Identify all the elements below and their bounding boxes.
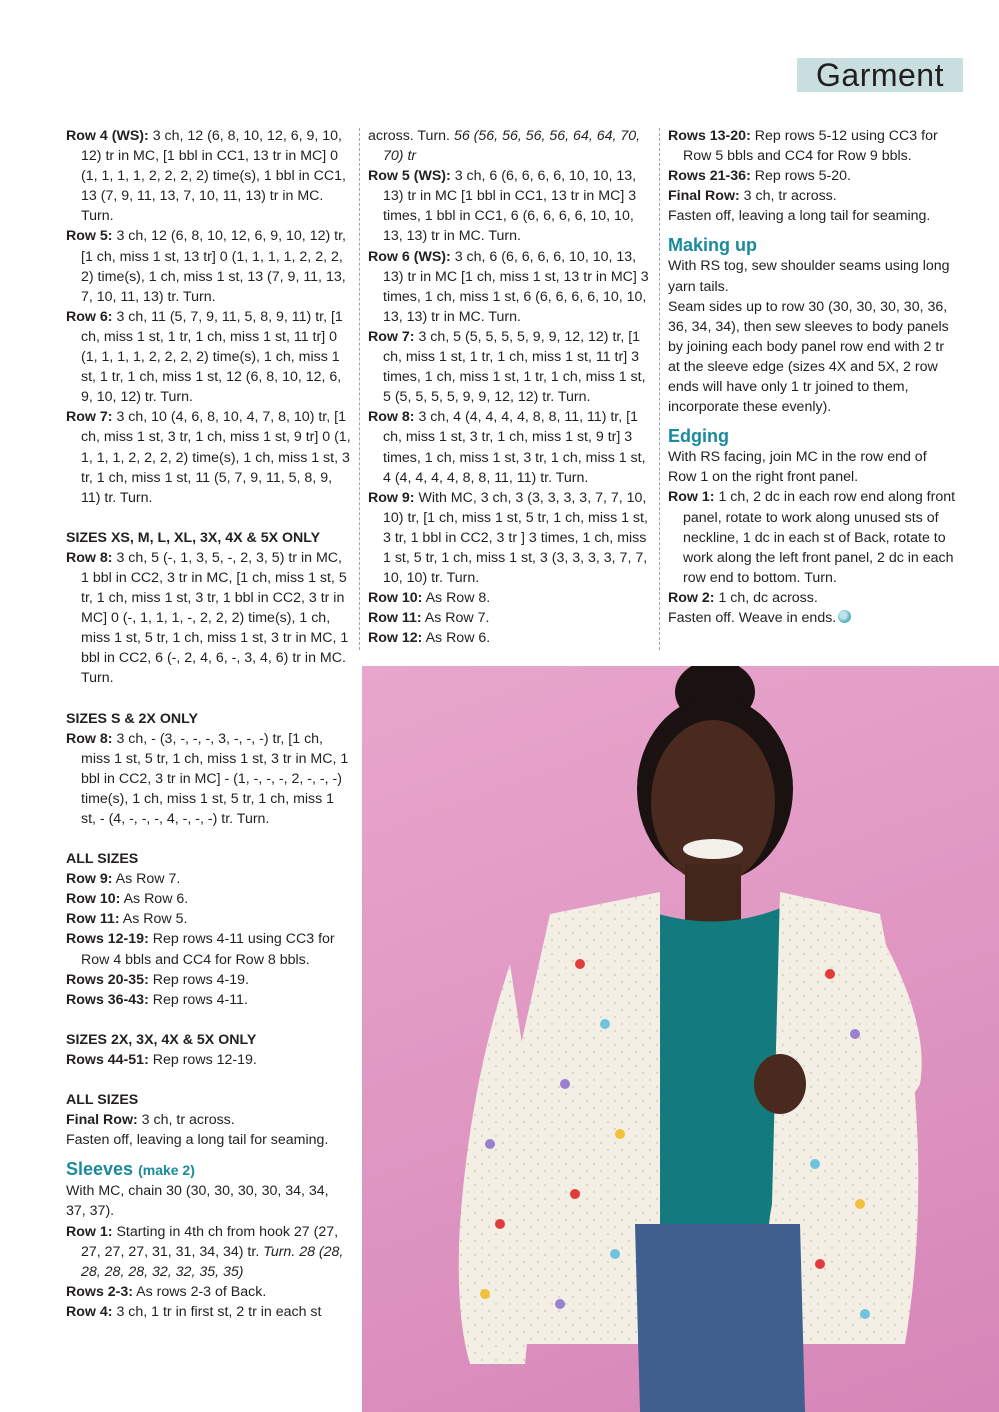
making-up-text: With RS tog, sew shoulder seams using long yarn tails. [668,258,950,295]
continued-instruction: across. Turn. 56 (56, 56, 56, 56, 64, 64, 70, 70) tr [368,128,641,165]
instruction-row-11: Row 11: As Row 5. [66,911,188,928]
weave-in-ends-note: Fasten off. Weave in ends. [668,608,958,628]
instruction-row-12: Row 12: As Row 6. [368,630,491,647]
fasten-off-note: Fasten off, leaving a long tail for seaming. [66,1132,329,1149]
sizes-heading: SIZES XS, M, L, XL, 3X, 4X & 5X ONLY [66,529,321,546]
instruction-row-9: Row 9: As Row 7. [66,871,181,888]
instruction-rows-36-43: Rows 36-43: Rep rows 4-11. [66,991,248,1008]
section-title-edging: Edging [668,426,729,447]
instruction-row-6: Row 6 (WS): 3 ch, 6 (6, 6, 6, 6, 10, 10, 13, 13) tr in MC [1 ch, miss 1 st, 13 tr in MC] 3 times, 1 ch, miss 1 st, 6 (6, 6, 6, 6, 10, 10, 13, 13) tr in MC. Turn. [368,248,649,325]
column-1 [66,126,352,1322]
instruction-final-row: Final Row: 3 ch, tr across. [66,1112,235,1129]
instruction-final-row: Final Row: 3 ch, tr across. [668,188,837,205]
instruction-row-8: Row 8: 3 ch, 4 (4, 4, 4, 4, 8, 8, 11, 11) tr, [1 ch, miss 1 st, 3 tr, 1 ch, miss 1 st, 9 tr] 3 times, 1 ch, miss 1 st, 3 tr, 1 ch, miss 1 st, 4 (4, 4, 4, 4, 8, 8, 11, 11) tr. Turn. [368,409,646,486]
edging-intro: With RS facing, join MC in the row end of Row 1 on the right front panel. [668,449,927,486]
sizes-heading: SIZES 2X, 3X, 4X & 5X ONLY [66,1031,257,1048]
instruction-rows-13-20: Rows 13-20: Rep rows 5-12 using CC3 for Row 5 bbls and CC4 for Row 9 bbls. [668,128,938,165]
yarn-ball-icon [838,610,851,623]
instruction-row-8: Row 8: 3 ch, 5 (-, 1, 3, 5, -, 2, 3, 5) tr in MC, 1 bbl in CC2, 3 tr in MC, [1 ch, miss 1 st, 5 tr, 1 ch, miss 1 st, 3 tr, 1 bbl in CC2, 3 tr in MC] 0 (-, 1, 1, 1, -, 2, 2, 2) time(s), 1 ch, miss 1 st, 5 tr, 1 ch, miss 1 st, 3 tr in MC, 1 bbl in CC2, 6 (-, 2, 4, 6, -, 3, 4, 6) tr in MC. Turn. [66,549,349,687]
column-divider [359,128,360,650]
instruction-rows-12-19: Rows 12-19: Rep rows 4-11 using CC3 for Row 4 bbls and CC4 for Row 8 bbls. [66,931,335,968]
edging-instruction-row-1: Row 1: 1 ch, 2 dc in each row end along front panel, rotate to work along unused sts of neckline, 1 dc in each st of Back, rotate to work along the left front panel, 2 dc in each row end to bottom. Turn. [668,489,956,586]
instruction-row-11: Row 11: As Row 7. [368,610,490,627]
sleeves-intro: With MC, chain 30 (30, 30, 30, 30, 34, 34, 37, 37). [66,1183,329,1220]
instruction-rows-21-36: Rows 21-36: Rep rows 5-20. [668,168,851,185]
sizes-heading: ALL SIZES [66,851,139,868]
instruction-row-7: Row 7: 3 ch, 5 (5, 5, 5, 5, 9, 9, 12, 12) tr, [1 ch, miss 1 st, 1 tr, 1 ch, miss 1 st, 11 tr] 3 times, 1 ch, miss 1 st, 1 tr, 1 ch, miss 1 st, 5 (5, 5, 5, 5, 9, 9, 12, 12) tr. Turn. [368,328,646,406]
instruction-row-4: Row 4 (WS): 3 ch, 12 (6, 8, 10, 12, 6, 9, 10, 12) tr in MC, [1 bbl in CC1, 13 tr in MC] 0 (1, 1, 1, 1, 2, 2, 2, 2) time(s), 1 bbl in CC1, 13 (7, 9, 11, 13, 7, 10, 11, 13) tr in MC. Turn. [66,128,346,225]
model-photo [360,664,999,1412]
instruction-row-5: Row 5: 3 ch, 12 (6, 8, 10, 12, 6, 9, 10, 12) tr, [1 ch, miss 1 st, 13 tr] 0 (1, 1, 1, 1, 2, 2, 2, 2) time(s), 1 ch, miss 1 st, 13 (7, 9, 11, 13, 7, 10, 11, 13) tr. Turn. [66,228,346,305]
sleeve-instruction-rows-2-3: Rows 2-3: As rows 2-3 of Back. [66,1283,267,1300]
section-badge: Garment [797,58,963,92]
instruction-row-7: Row 7: 3 ch, 10 (4, 6, 8, 10, 4, 7, 8, 10) tr, [1 ch, miss 1 st, 3 tr, 1 ch, miss 1 st, 9 tr] 0 (1, 1, 1, 1, 2, 2, 2, 2) time(s), 1 ch, miss 1 st, 3 tr, 1 ch, miss 1 st, 11 (5, 7, 9, 11, 5, 8, 9, 11) tr. Turn. [66,409,351,506]
instruction-row-6: Row 6: 3 ch, 11 (5, 7, 9, 11, 5, 8, 9, 11) tr, [1 ch, miss 1 st, 1 tr, 1 ch, miss 1 st, 11 tr] 0 (1, 1, 1, 1, 2, 2, 2, 2) time(s), 1 ch, miss 1 st, 1 tr, 1 ch, miss 1 st, 12 (6, 8, 10, 12, 6, 9, 10, 12) tr. Turn. [66,308,343,406]
instruction-row-10: Row 10: As Row 6. [66,891,189,908]
making-up-text: Seam sides up to row 30 (30, 30, 30, 30, 36, 36, 34, 34), then sew sleeves to body panels by joining each body panel row end with 2 tr at the sleeve edge (sizes 4X and 5X, 2 row ends will have only 1 tr joined to them, incorporate these evenly). [668,298,949,416]
column-2 [368,126,652,648]
instruction-rows-44-51: Rows 44-51: Rep rows 12-19. [66,1051,257,1068]
sizes-heading: SIZES S & 2X ONLY [66,710,198,727]
instruction-row-9: Row 9: With MC, 3 ch, 3 (3, 3, 3, 3, 7, 7, 10, 10) tr, [1 ch, miss 1 st, 5 tr, 1 ch, miss 1 st, 3 tr, 1 bbl in CC2, 3 tr ] 3 times, 1 ch, miss 1 st, 5 tr, 1 ch, miss 1 st, 3 (3, 3, 3, 3, 7, 7, 10, 10) tr. Turn. [368,489,648,587]
section-title-sleeves: Sleeves (make 2) [66,1159,195,1180]
column-3 [668,126,958,628]
instruction-row-10: Row 10: As Row 8. [368,590,491,607]
sizes-heading: ALL SIZES [66,1092,139,1109]
edging-instruction-row-2: Row 2: 1 ch, dc across. [668,589,818,606]
column-divider [659,128,660,650]
instruction-row-5: Row 5 (WS): 3 ch, 6 (6, 6, 6, 6, 10, 10, 13, 13) tr in MC [1 bbl in CC1, 13 tr in MC] 3 times, 1 bbl in CC1, 6 (6, 6, 6, 6, 10, 10, 13, 13) tr in MC. Turn. [368,168,637,245]
section-title-making-up: Making up [668,235,757,256]
sleeve-instruction-row-4: Row 4: 3 ch, 1 tr in first st, 2 tr in each st [66,1303,322,1320]
sleeve-instruction-row-1: Row 1: Starting in 4th ch from hook 27 (27, 27, 27, 27, 31, 31, 34, 34) tr. Turn. 28 (28, 28, 28, 28, 32, 32, 35, 35) [66,1223,344,1280]
instruction-row-8: Row 8: 3 ch, - (3, -, -, -, 3, -, -, -) tr, [1 ch, miss 1 st, 5 tr, 1 ch, miss 1 st, 3 tr in MC, 1 bbl in CC2, 3 tr in MC] - (1, -, -, -, 2, -, -, -) time(s), 1 ch, miss 1 st, 5 tr, 1 ch, miss 1 st, - (4, -, -, -, 4, -, -, -) tr. Turn. [66,730,349,827]
instruction-rows-20-35: Rows 20-35: Rep rows 4-19. [66,971,249,988]
photo-frame [360,664,999,1412]
fasten-off-note: Fasten off, leaving a long tail for seaming. [668,208,931,225]
